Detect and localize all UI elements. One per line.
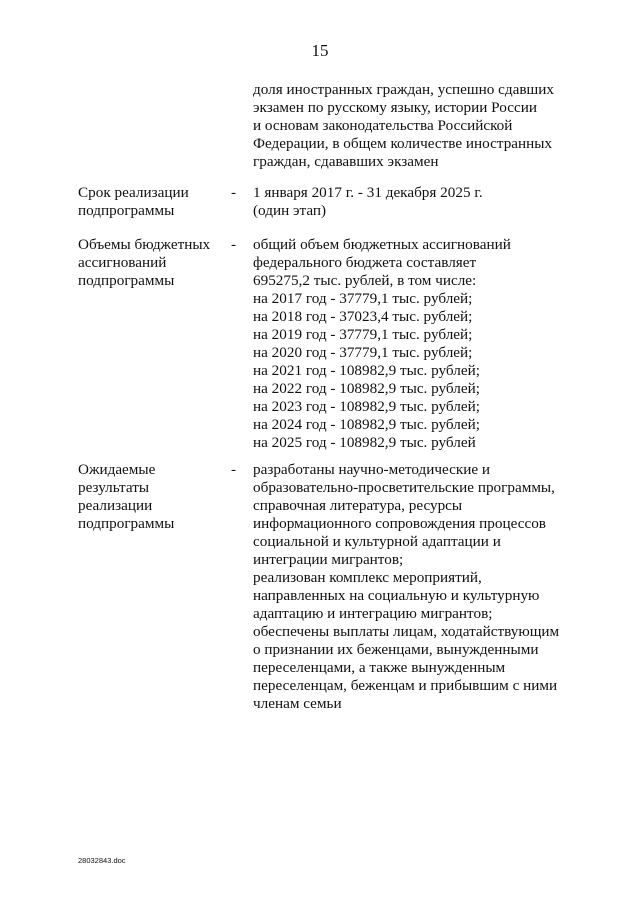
text-line: Федерации, в общем количестве иностранных: [253, 135, 553, 152]
value-line: на 2017 год - 37779,1 тыс. рублей;: [253, 290, 473, 307]
label-line: подпрограммы: [78, 272, 175, 289]
value-line: адаптацию и интеграцию мигрантов;: [253, 605, 493, 622]
section-dash: -: [231, 236, 237, 253]
value-line: на 2019 год - 37779,1 тыс. рублей;: [253, 326, 473, 343]
value-line: разработаны научно-методические и: [253, 461, 491, 478]
value-line: федерального бюджета составляет: [253, 254, 477, 271]
value-line: на 2022 год - 108982,9 тыс. рублей;: [253, 380, 480, 397]
value-line: реализован комплекс мероприятий,: [253, 569, 482, 586]
label-line: подпрограммы: [78, 515, 175, 532]
section-dash: -: [231, 461, 237, 478]
label-line: ассигнований: [78, 254, 167, 271]
value-line: переселенцам, беженцам и прибывшим с ними: [253, 677, 558, 694]
value-line: на 2021 год - 108982,9 тыс. рублей;: [253, 362, 480, 379]
value-line: образовательно-просветительские программы,: [253, 479, 555, 496]
value-line: на 2025 год - 108982,9 тыс. рублей: [253, 434, 476, 451]
text-line: экзамен по русскому языку, истории России: [253, 99, 537, 116]
value-line: 695275,2 тыс. рублей, в том числе:: [253, 272, 477, 289]
section-value: [253, 461, 593, 713]
value-line: обеспечены выплаты лицам, ходатайствующим: [253, 623, 560, 640]
section-label: [78, 461, 228, 533]
value-line: на 2023 год - 108982,9 тыс. рублей;: [253, 398, 480, 415]
value-line: на 2020 год - 37779,1 тыс. рублей;: [253, 344, 473, 361]
file-name-footer: 28032843.doc: [78, 856, 126, 865]
value-line: членам семьи: [253, 695, 342, 712]
text-line: граждан, сдававших экзамен: [253, 153, 439, 170]
value-line: 1 января 2017 г. - 31 декабря 2025 г.: [253, 184, 483, 201]
section-value: [253, 236, 593, 452]
label-line: Срок реализации: [78, 184, 189, 201]
section-label: [78, 236, 228, 290]
value-line: на 2024 год - 108982,9 тыс. рублей;: [253, 416, 480, 433]
section-value: [253, 184, 593, 220]
label-line: результаты: [78, 479, 150, 496]
value-line: о признании их беженцами, вынужденными: [253, 641, 539, 658]
page-number: 15: [311, 41, 329, 60]
continuation-text: [253, 81, 583, 171]
text-line: доля иностранных граждан, успешно сдавших: [253, 81, 554, 98]
value-line: переселенцами, а также вынужденным: [253, 659, 506, 676]
label-line: реализации: [78, 497, 153, 514]
value-line: социальной и культурной адаптации и: [253, 533, 501, 550]
section-dash: -: [231, 184, 237, 201]
value-line: направленных на социальную и культурную: [253, 587, 540, 604]
label-line: Ожидаемые: [78, 461, 156, 478]
value-line: (один этап): [253, 202, 327, 219]
value-line: на 2018 год - 37023,4 тыс. рублей;: [253, 308, 473, 325]
value-line: интеграции мигрантов;: [253, 551, 404, 568]
section-label: [78, 184, 228, 220]
value-line: общий объем бюджетных ассигнований: [253, 236, 511, 253]
value-line: справочная литература, ресурсы: [253, 497, 463, 514]
text-line: и основам законодательства Российской: [253, 117, 513, 134]
label-line: Объемы бюджетных: [78, 236, 211, 253]
label-line: подпрограммы: [78, 202, 175, 219]
value-line: информационного сопровождения процессов: [253, 515, 546, 532]
